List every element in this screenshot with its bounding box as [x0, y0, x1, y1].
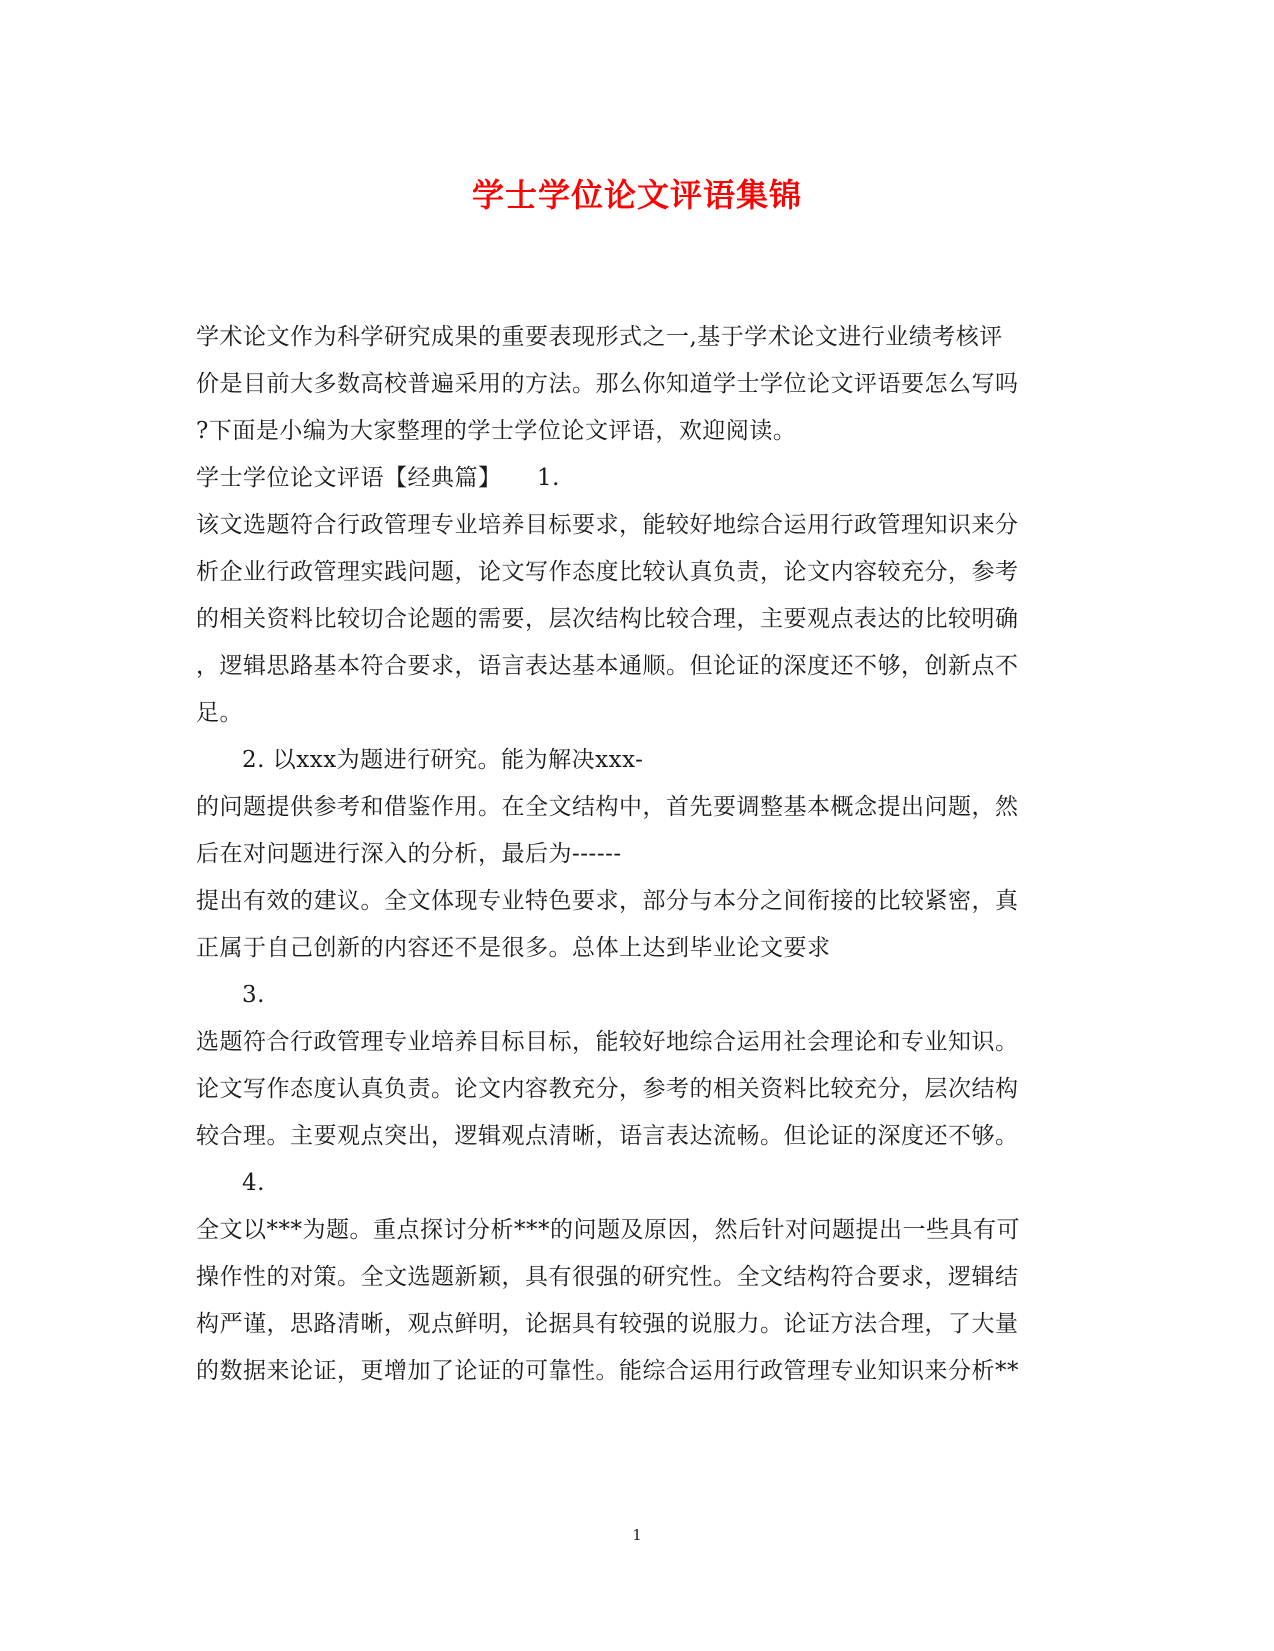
body-line-16: 选题符合行政管理专业培养目标目标，能较好地综合运用社会理论和专业知识。 — [196, 1029, 1019, 1055]
body-line-14: 正属于自己创新的内容还不是很多。总体上达到毕业论文要求 — [196, 935, 831, 961]
body-line-6: 析企业行政管理实践问题，论文写作态度比较认真负责，论文内容较充分，参考 — [196, 559, 1019, 585]
body-line-10: 2. 以xxx为题进行研究。能为解决xxx- — [242, 747, 644, 773]
body-line-4: 学士学位论文评语【经典篇】 1. — [196, 465, 560, 491]
body-line-22: 构严谨，思路清晰，观点鲜明，论据具有较强的说服力。论证方法合理，了大量 — [196, 1311, 1019, 1337]
body-line-17: 论文写作态度认真负责。论文内容教充分，参考的相关资料比较充分，层次结构 — [196, 1076, 1019, 1102]
body-line-13: 提出有效的建议。全文体现专业特色要求，部分与本分之间衔接的比较紧密，真 — [196, 888, 1019, 914]
body-line-19: 4. — [242, 1170, 265, 1196]
body-line-18: 较合理。主要观点突出，逻辑观点清晰，语言表达流畅。但论证的深度还不够。 — [196, 1123, 1019, 1149]
body-line-1: 学术论文作为科学研究成果的重要表现形式之一,基于学术论文进行业绩考核评 — [196, 324, 1003, 350]
body-line-8: ，逻辑思路基本符合要求，语言表达基本通顺。但论证的深度还不够，创新点不 — [196, 653, 1019, 679]
body-line-15: 3. — [242, 982, 265, 1008]
body-line-12: 后在对问题进行深入的分析，最后为------ — [196, 841, 622, 867]
body-line-5: 该文选题符合行政管理专业培养目标要求，能较好地综合运用行政管理知识来分 — [196, 512, 1019, 538]
body-line-23: 的数据来论证，更增加了论证的可靠性。能综合运用行政管理专业知识来分析** — [196, 1358, 1019, 1384]
page-number: 1 — [632, 1526, 642, 1544]
body-line-2: 价是目前大多数高校普遍采用的方法。那么你知道学士学位论文评语要怎么写吗 — [196, 371, 1019, 397]
body-line-9: 足。 — [196, 700, 243, 726]
body-line-3: ?下面是小编为大家整理的学士学位论文评语，欢迎阅读。 — [196, 418, 797, 444]
body-line-20: 全文以***为题。重点探讨分析***的问题及原因，然后针对问题提出一些具有可 — [196, 1217, 1020, 1243]
body-line-21: 操作性的对策。全文选题新颖，具有很强的研究性。全文结构符合要求，逻辑结 — [196, 1264, 1019, 1290]
body-line-11: 的问题提供参考和借鉴作用。在全文结构中，首先要调整基本概念提出问题，然 — [196, 794, 1019, 820]
document-title: 学士学位论文评语集锦 — [471, 176, 802, 214]
body-line-7: 的相关资料比较切合论题的需要，层次结构比较合理，主要观点表达的比较明确 — [196, 606, 1019, 632]
